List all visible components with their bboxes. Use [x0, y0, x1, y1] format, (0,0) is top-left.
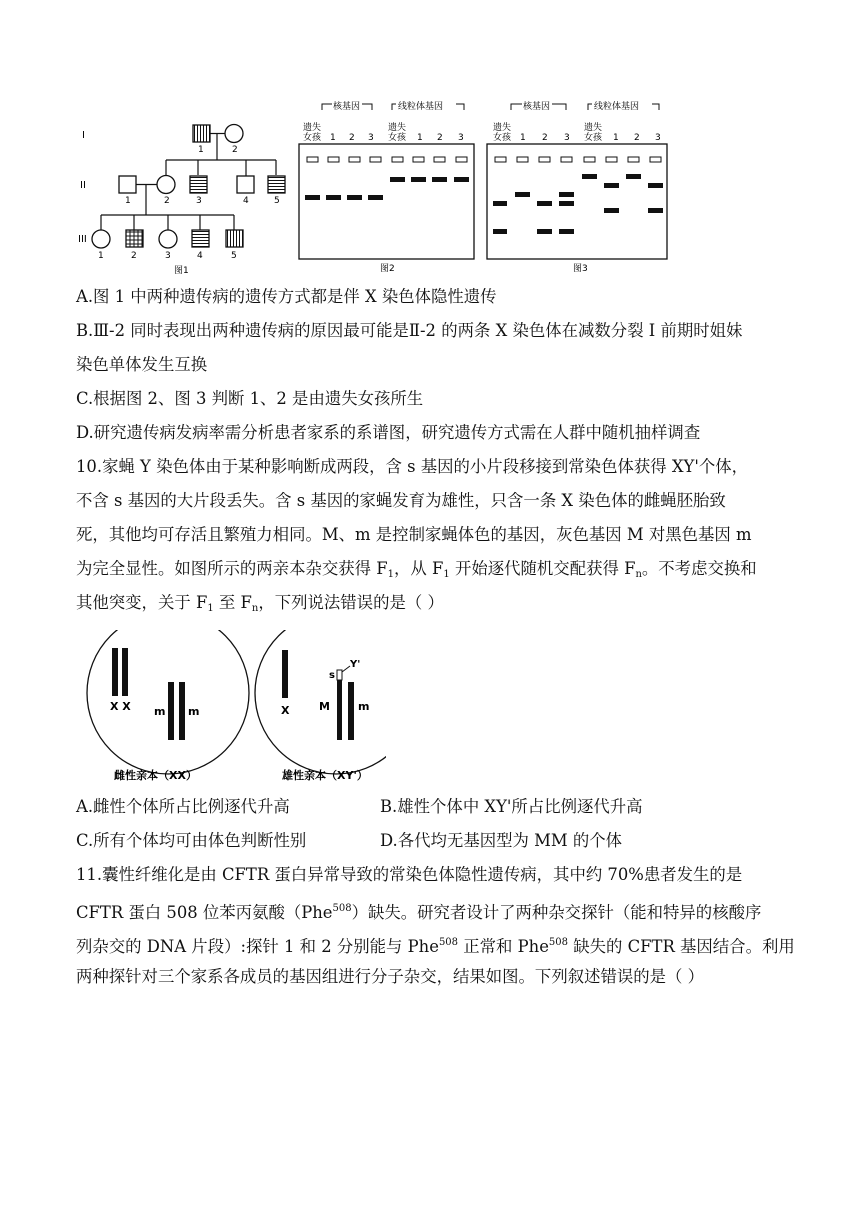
q10-stem-line3: 死，其他均可存活且繁殖力相同。M、m 是控制家蝇体色的基因，灰色基因 M 对黑色基因 m: [76, 525, 752, 544]
svg-text:1: 1: [417, 133, 423, 143]
gel2-frame: [299, 144, 474, 259]
q11-stem-line4: 两种探针对三个家系各成员的基因组进行分子杂交，结果如图。下列叙述错误的是（ ）: [76, 967, 705, 986]
svg-text:2: 2: [542, 133, 548, 143]
svg-text:M: M: [319, 700, 330, 713]
figure3-caption: 图3: [573, 264, 588, 274]
svg-text:Y': Y': [350, 659, 361, 670]
svg-text:3: 3: [655, 133, 661, 143]
svg-text:遗失: 遗失: [303, 123, 322, 133]
pedigree-II3: [190, 176, 207, 193]
svg-text:2: 2: [232, 145, 238, 155]
q10-option-c[interactable]: C.所有个体均可由体色判断性别: [76, 831, 307, 850]
figure1-caption: 图1: [174, 266, 189, 276]
svg-text:遗失: 遗失: [388, 123, 407, 133]
svg-text:m: m: [358, 700, 370, 713]
svg-text:s: s: [329, 670, 335, 681]
gel3-frame: [487, 144, 667, 259]
svg-text:2: 2: [437, 133, 443, 143]
q11-stem-line1: 11.囊性纤维化是由 CFTR 蛋白异常导致的常染色体隐性遗传病，其中约 70%患者发生的是: [76, 865, 743, 884]
svg-text:女孩: 女孩: [493, 133, 512, 143]
q11-stem-line3: 列杂交的 DNA 片段）:探针 1 和 2 分别能与 Phe$^{508}$ 正常和 Phe$^{508}$ 缺失的 CFTR 基因结合。利用: [76, 937, 795, 956]
gen-label-1: I: [82, 130, 85, 141]
pedigree-III1: [92, 230, 110, 248]
svg-text:m: m: [154, 705, 166, 718]
pedigree-II1: [119, 176, 136, 193]
svg-text:核基因: 核基因: [523, 102, 551, 112]
q11-stem-line2: CFTR 蛋白 508 位苯丙氨酸（Phe$^{508}$）缺失。研究者设计了两种杂交探针（能和特异的核酸序: [76, 903, 762, 922]
svg-text:2: 2: [164, 196, 170, 206]
pedigree-I2: [225, 125, 243, 143]
svg-text:1: 1: [520, 133, 526, 143]
q9-option-a[interactable]: A.图 1 中两种遗传病的遗传方式都是伴 X 染色体隐性遗传: [76, 287, 497, 306]
svg-text:女孩: 女孩: [584, 133, 603, 143]
pedigree-II2: [157, 176, 175, 194]
pedigree-III3: [159, 230, 177, 248]
male-caption: 雄性亲本（XY'）: [282, 769, 368, 782]
svg-text:2: 2: [131, 251, 137, 261]
female-caption: 雌性亲本（XX）: [114, 769, 197, 782]
q9-option-b-line2: 染色单体发生互换: [76, 355, 208, 374]
q9-option-d[interactable]: D.研究遗传病发病率需分析患者家系的系谱图，研究遗传方式需在人群中随机抽样调查: [76, 423, 701, 442]
q10-option-d[interactable]: D.各代均无基因型为 MM 的个体: [380, 831, 623, 850]
pedigree-figure: [76, 110, 288, 280]
svg-text:核基因: 核基因: [333, 102, 361, 112]
svg-text:3: 3: [196, 196, 202, 206]
gel-figure-3: [484, 100, 670, 276]
svg-text:3: 3: [368, 133, 374, 143]
gen-label-3: III: [78, 234, 87, 245]
svg-text:线粒体基因: 线粒体基因: [398, 102, 444, 112]
pedigree-III5: [226, 230, 243, 247]
q10-stem-line5: 其他突变，关于 $F_1$ 至 $F_n$，下列说法错误的是（ ）: [76, 593, 444, 614]
svg-text:线粒体基因: 线粒体基因: [594, 102, 640, 112]
pedigree-II5: [268, 176, 285, 193]
svg-text:3: 3: [458, 133, 464, 143]
pedigree-II4: [237, 176, 254, 193]
chromosome-figure: [86, 630, 386, 790]
svg-text:X: X: [281, 704, 290, 717]
svg-text:X X: X X: [110, 700, 131, 713]
q9-option-b-line1[interactable]: B.Ⅲ-2 同时表现出两种遗传病的原因最可能是Ⅱ-2 的两条 X 染色体在减数分裂 I 前期时姐妹: [76, 321, 743, 340]
pedigree-III4: [192, 230, 209, 247]
svg-text:女孩: 女孩: [388, 133, 407, 143]
svg-text:遗失: 遗失: [493, 123, 512, 133]
svg-text:5: 5: [231, 251, 237, 261]
q10-option-b[interactable]: B.雄性个体中 XY'所占比例逐代升高: [380, 797, 643, 816]
q10-stem-line1: 10.家蝇 Y 染色体由于某种影响断成两段，含 s 基因的小片段移接到常染色体获得 XY'个体，: [76, 457, 749, 476]
svg-text:4: 4: [243, 196, 249, 206]
pedigree-III2: [126, 230, 143, 247]
gen-label-2: II: [80, 180, 86, 191]
svg-text:m: m: [188, 705, 200, 718]
svg-text:1: 1: [613, 133, 619, 143]
svg-text:2: 2: [349, 133, 355, 143]
svg-text:1: 1: [125, 196, 131, 206]
q9-option-c[interactable]: C.根据图 2、图 3 判断 1、2 是由遗失女孩所生: [76, 389, 424, 408]
svg-text:1: 1: [330, 133, 336, 143]
q10-option-a[interactable]: A.雌性个体所占比例逐代升高: [76, 797, 290, 816]
svg-text:1: 1: [198, 145, 204, 155]
svg-text:2: 2: [634, 133, 640, 143]
figure2-caption: 图2: [380, 264, 395, 274]
gel-figure-2: [296, 100, 476, 276]
svg-text:遗失: 遗失: [584, 123, 603, 133]
svg-text:1: 1: [98, 251, 104, 261]
svg-text:女孩: 女孩: [303, 133, 322, 143]
svg-text:5: 5: [274, 196, 280, 206]
q10-stem-line2: 不含 s 基因的大片段丢失。含 s 基因的家蝇发育为雄性，只含一条 X 染色体的雌蝇胚胎致: [76, 491, 726, 510]
svg-text:3: 3: [165, 251, 171, 261]
pedigree-I1: [193, 125, 210, 142]
q10-stem-line4: 为完全显性。如图所示的两亲本杂交获得 $F_1$，从 $F_1$ 开始逐代随机交配获得 $F_n$。不考虑交换和: [76, 559, 757, 580]
svg-text:3: 3: [564, 133, 570, 143]
svg-text:4: 4: [197, 251, 203, 261]
